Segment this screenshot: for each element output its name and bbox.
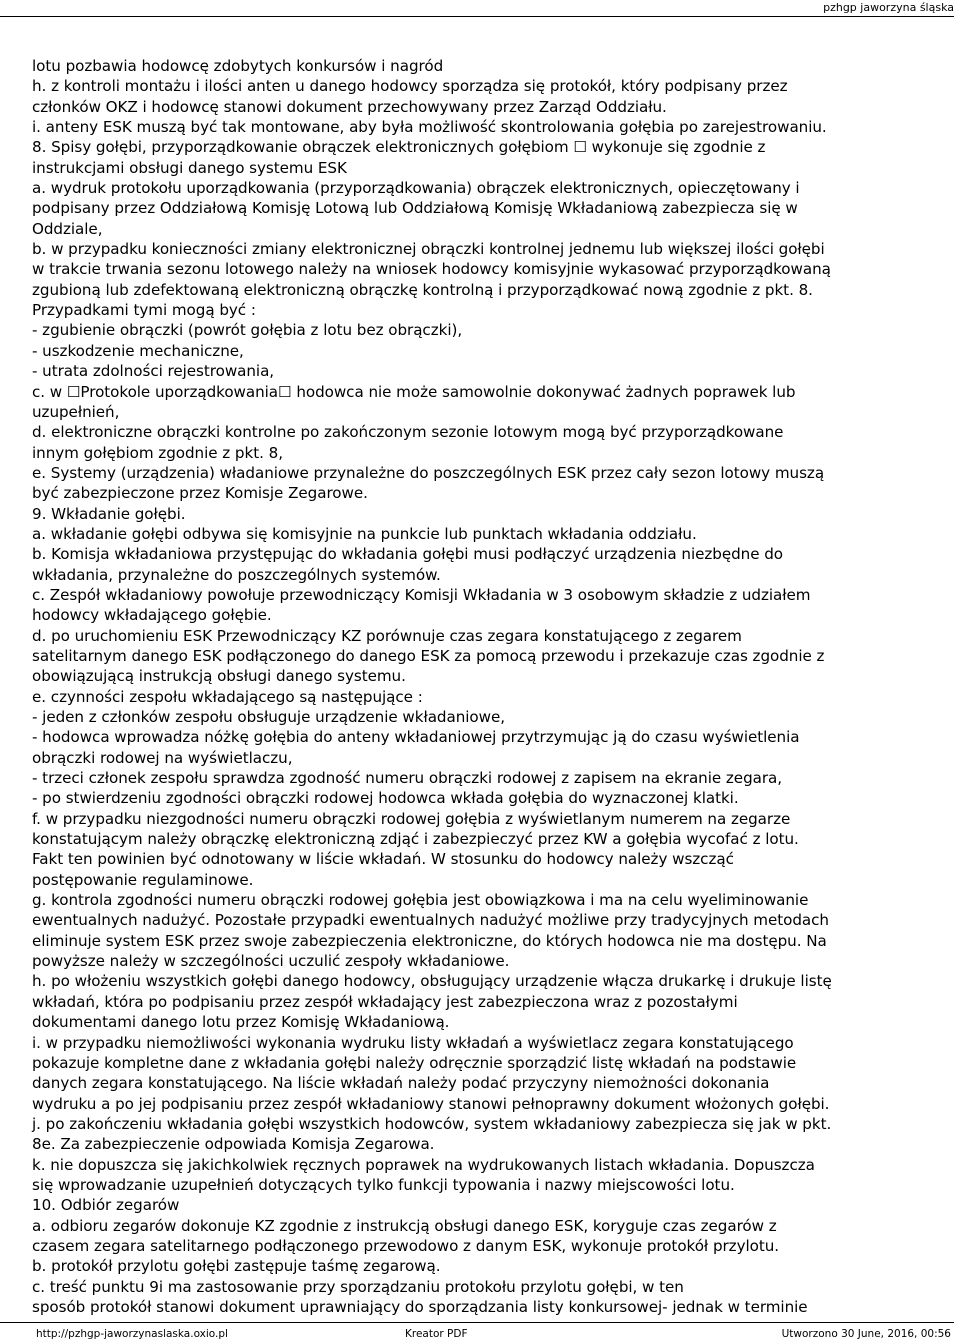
text-line: j. po zakończeniu wkładania gołębi wszystkich hodowców, system wkładaniowy zabezpiecza się jak w pkt. — [32, 1114, 832, 1133]
text-line: d. po uruchomieniu ESK Przewodniczący KZ porównuje czas zegara konstatującego z zegarem — [32, 626, 742, 645]
text-line: c. treść punktu 9i ma zastosowanie przy sporządzaniu protokołu przylotu gołębi, w ten — [32, 1277, 684, 1296]
text-line: pokazuje kompletne dane z wkładania gołębi należy odręcznie sporządzić listę wkładań na podstawie — [32, 1053, 797, 1072]
text-line: a. wydruk protokołu uporządkowania (przyporządkowania) obrączek elektronicznych, opieczętowany i — [32, 179, 800, 198]
text-line: e. czynności zespołu wkładającego są następujące : — [32, 687, 423, 706]
text-line: h. z kontroli montażu i ilości anten u danego hodowcy sporządza się protokół, który podpisany przez — [32, 77, 788, 96]
text-line: - zgubienie obrączki (powrót gołębia z lotu bez obrączki), — [32, 321, 463, 340]
page-footer — [0, 1322, 954, 1342]
text-line: 8e. Za zabezpieczenie odpowiada Komisja Zegarowa. — [32, 1135, 435, 1154]
text-line: i. anteny ESK muszą być tak montowane, aby była możliwość skontrolowania gołębia po zarejestrowaniu. — [32, 118, 827, 137]
text-line: a. odbioru zegarów dokonuje KZ zgodnie z instrukcją obsługi danego ESK, koryguje czas zegarów z — [32, 1216, 777, 1235]
text-line: eliminuje system ESK przez swoje zabezpieczenia elektroniczne, do których hodowca nie ma dostępu. Na — [32, 931, 827, 950]
text-line: być zabezpieczone przez Komisje Zegarowe. — [32, 484, 368, 503]
text-line: Fakt ten powinien być odnotowany w liście wkładań. W stosunku do hodowcy należy wszcząć — [32, 850, 734, 869]
text-line: ewentualnych nadużyć. Pozostałe przypadki ewentualnych nadużyć możliwe przy tradycyjnych metodach — [32, 911, 829, 930]
text-line: 10. Odbiór zegarów — [32, 1196, 180, 1215]
text-line: instrukcjami obsługi danego systemu ESK — [32, 158, 347, 177]
document-body — [32, 56, 922, 1317]
text-line: sposób protokół stanowi dokument uprawniający do sporządzania listy konkursowej- jednak w terminie — [32, 1297, 808, 1316]
text-line: - trzeci członek zespołu sprawdza zgodność numeru obrączki rodowej z zapisem na ekranie zegara, — [32, 769, 783, 788]
text-line: 9. Wkładanie gołębi. — [32, 504, 186, 523]
text-line: Przypadkami tymi mogą być : — [32, 301, 256, 320]
text-line: lotu pozbawia hodowcę zdobytych konkursów i nagród — [32, 57, 444, 75]
footer-url: http://pzhgp-jaworzynaslaska.oxio.pl — [36, 1328, 228, 1340]
page-header — [0, 0, 954, 17]
text-line: w trakcie trwania sezonu lotowego należy na wniosek hodowcy komisyjnie wykasować przyporządkowaną — [32, 260, 831, 279]
text-line: obrączki rodowej na wyświetlaczu, — [32, 748, 293, 767]
text-line: b. Komisja wkładaniowa przystępując do wkładania gołębi musi podłączyć urządzenia niezbędne do — [32, 545, 784, 564]
text-line: g. kontrola zgodności numeru obrączki rodowej gołębia jest obowiązkowa i ma na celu wyeliminowanie — [32, 891, 809, 910]
footer-created-date: Utworzono 30 June, 2016, 00:56 — [781, 1328, 951, 1340]
text-line: podpisany przez Oddziałową Komisję Lotową lub Oddziałową Komisję Wkładaniową zabezpiecza się w — [32, 199, 798, 218]
text-line: a. wkładanie gołębi odbywa się komisyjnie na punkcie lub punktach wkładania oddziału. — [32, 524, 697, 543]
text-line: danych zegara konstatującego. Na liście wkładań należy podać przyczyny niemożności dokonania — [32, 1074, 770, 1093]
text-line: c. w ☐Protokole uporządkowania☐ hodowca nie może samowolnie dokonywać żadnych poprawek lub — [32, 382, 796, 401]
text-line: satelitarnym danego ESK podłączonego do danego ESK za pomocą przewodu i przekazuje czas zgodnie z — [32, 646, 825, 665]
text-line: czasem zegara satelitarnego podłączonego przewodowo z danym ESK, wykonuje protokół przylotu. — [32, 1236, 780, 1255]
text-line: i. w przypadku niemożliwości wykonania wydruku listy wkładań a wyświetlacz zegara konstatującego — [32, 1033, 794, 1052]
text-line: 8. Spisy gołębi, przyporządkowanie obrączek elektronicznych gołębiom ☐ wykonuje się zgodnie z — [32, 138, 766, 157]
text-line: - utrata zdolności rejestrowania, — [32, 362, 275, 381]
text-line: się wprowadzanie uzupełnień dotyczących tylko funkcji typowania i nazwy miejscowości lotu. — [32, 1175, 735, 1194]
text-line: zgubioną lub zdefektowaną elektroniczną obrączkę kontrolną i przyporządkować nową zgodnie z pkt. 8. — [32, 280, 813, 299]
text-line: uzupełnień, — [32, 402, 120, 421]
text-line: - uszkodzenie mechaniczne, — [32, 341, 244, 360]
text-line: dokumentami danego lotu przez Komisję Wkładaniową. — [32, 1013, 450, 1032]
text-line: wkładań, która po podpisaniu przez zespół wkładający jest zabezpieczona wraz z pozostałymi — [32, 992, 738, 1011]
text-line: k. nie dopuszcza się jakichkolwiek ręcznych poprawek na wydrukowanych listach wkładania. Dopuszcza — [32, 1155, 815, 1174]
text-line: b. w przypadku konieczności zmiany elektronicznej obrączki kontrolnej jednemu lub większej ilości gołębi — [32, 240, 825, 259]
header-site-name: pzhgp jaworzyna śląska — [823, 1, 954, 14]
text-line: f. w przypadku niezgodności numeru obrączki rodowej gołębia z wyświetlanym numerem na zegarze — [32, 809, 791, 828]
text-line: c. Zespół wkładaniowy powołuje przewodniczący Komisji Wkładania w 3 osobowym składzie z udziałem — [32, 585, 811, 604]
text-line: wkładania, przynależne do poszczególnych systemów. — [32, 565, 441, 584]
footer-creator: Kreator PDF — [405, 1328, 468, 1340]
text-line: członków OKZ i hodowcę stanowi dokument przechowywany przez Zarząd Oddziału. — [32, 97, 667, 116]
text-line: konstatującym należy obrączkę elektroniczną zdjąć i zabezpieczyć przez KW a gołębia wycofać z lotu. — [32, 830, 799, 849]
text-line: hodowcy wkładającego gołębie. — [32, 606, 272, 625]
text-line: Oddziale, — [32, 219, 103, 238]
text-line: - jeden z członków zespołu obsługuje urządzenie wkładaniowe, — [32, 708, 505, 726]
text-line: - po stwierdzeniu zgodności obrączki rodowej hodowca wkłada gołębia do wyznaczonej klatki. — [32, 789, 739, 808]
text-line: obowiązującą instrukcją obsługi danego systemu. — [32, 667, 406, 686]
text-line: h. po włożeniu wszystkich gołębi danego hodowcy, obsługujący urządzenie włącza drukarkę i drukuje listę — [32, 972, 832, 991]
text-line: d. elektroniczne obrączki kontrolne po zakończonym sezonie lotowym mogą być przyporządkowane — [32, 423, 784, 442]
text-line: postępowanie regulaminowe. — [32, 870, 254, 889]
text-line: - hodowca wprowadza nóżkę gołębia do anteny wkładaniowej przytrzymując ją do czasu wyświetlenia — [32, 728, 800, 747]
text-line: e. Systemy (urządzenia) władaniowe przynależne do poszczególnych ESK przez cały sezon lotowy muszą — [32, 463, 825, 482]
text-line: powyższe należy w szczególności uczulić zespoły wkładaniowe. — [32, 952, 510, 971]
text-line: innym gołębiom zgodnie z pkt. 8, — [32, 443, 283, 462]
text-line: wydruku a po jej podpisaniu przez zespół wkładaniowy stanowi pełnoprawny dokument włożonych gołębi. — [32, 1094, 830, 1113]
text-line: b. protokół przylotu gołębi zastępuje taśmę zegarową. — [32, 1257, 441, 1276]
